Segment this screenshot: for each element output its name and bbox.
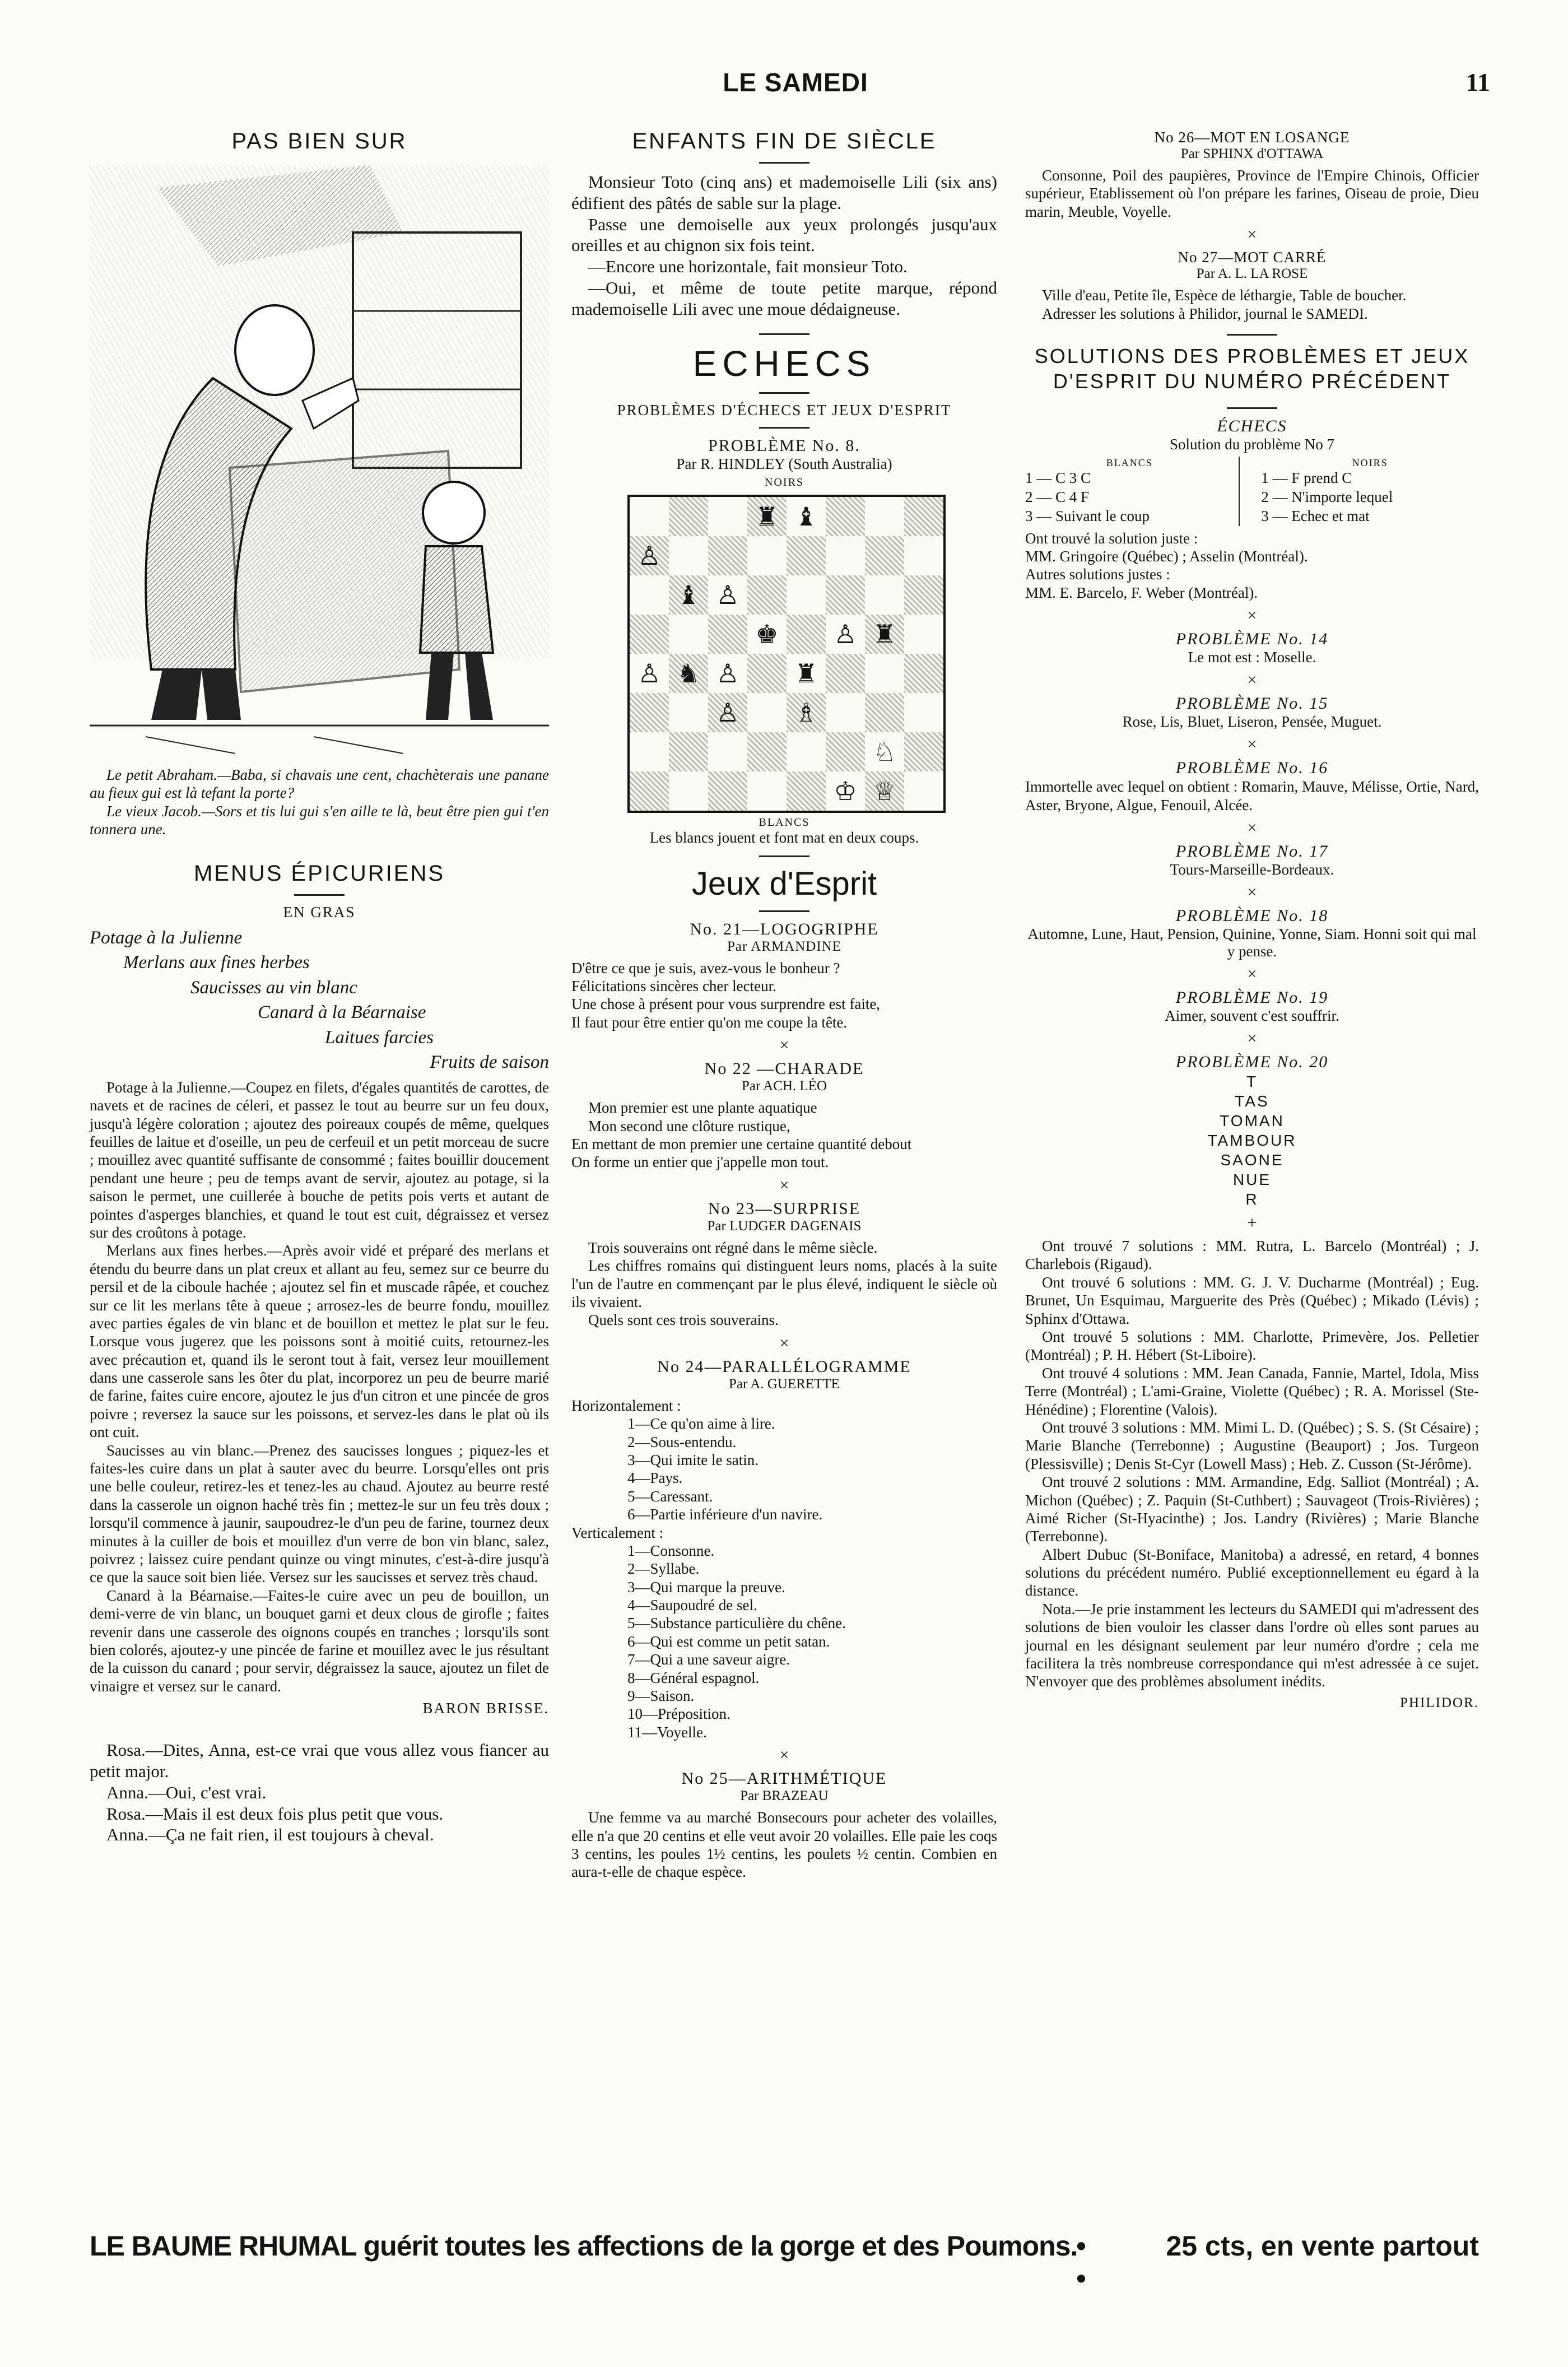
move: 3 — Suivant le coup [1025,507,1150,524]
p14-text: Le mot est : Moselle. [1188,649,1316,666]
chess-square [630,615,669,654]
chess-square: ♜ [747,497,787,536]
clue: 10—Préposition. [627,1705,731,1723]
chess-square [630,575,669,615]
no27-paragraph: Ville d'eau, Petite île, Espèce de léthargie, Table de boucher. [1042,287,1407,304]
separator-cross-icon: × [779,1746,789,1765]
divider [1227,407,1277,409]
blancs-heading: BLANCS [1106,457,1153,468]
chess-square: ♙ [708,575,747,615]
winners-list [1025,1237,1479,1691]
chess-square [826,536,865,575]
no22-title: No 22 —CHARADE [704,1059,864,1078]
verse-line: Félicitations sincères cher lecteur. [571,978,776,995]
verse-line: Il faut pour être entier qu'on me coupe la tête. [571,1013,848,1031]
no25-paragraph: Une femme va au marché Bonsecours pour acheter des volailles, elle n'a que 20 centins et elle veut avoir 20 volailles. Elle paie les coqs 3 centins, les poules 1½ centins, les poulets ½ centin. Combien en aura-t-elle de chaque espèce. [571,1809,997,1881]
no24-title: No 24—PARALLÉLOGRAMME [657,1357,911,1376]
chess-solvers [1025,529,1479,602]
winners-paragraph: Ont trouvé 4 solutions : MM. Jean Canada, Fannie, Martel, Idola, Miss Terre (Montréal) ; L'ami-Graine, Violette (Québec) ; R. A. Morissel (Ste-Hénédine) ; Florentine (Valois). [1025,1364,1479,1418]
chess-square [708,615,747,654]
separator-cross-icon: × [1247,819,1257,838]
chess-square [747,693,787,732]
p20-title: PROBLÈME No. 20 [1175,1053,1329,1072]
chess-square [669,497,708,536]
move: 3 — Echec et mat [1261,507,1370,524]
no25-title: No 25—ARITHMÉTIQUE [681,1769,887,1788]
chess-square [747,654,787,693]
chess-square [865,536,904,575]
horizontal-list [571,1415,997,1523]
menu-item: Saucisses au vin blanc [190,977,357,998]
p16-title: PROBLÈME No. 16 [1175,759,1329,778]
verse-line: Une chose à présent pour vous surprendre est faite, [571,996,881,1013]
others-list: MM. E. Barcelo, F. Weber (Montréal). [1025,584,1258,601]
solvers-list: MM. Gringoire (Québec) ; Asselin (Montréal). [1025,548,1308,565]
chess-square: ♙ [708,693,747,732]
clue: 4—Pays. [627,1470,683,1487]
chess-square [669,615,708,654]
column-left [90,129,549,1845]
probleme-title: PROBLÈME No. 8. [708,436,860,455]
chess-diagram [627,495,941,813]
chess-square [669,536,708,575]
chess-square [630,497,669,536]
separator-cross-icon: × [779,1175,789,1194]
chess-square [904,732,943,771]
verse-line: On forme un entier que j'appelle mon tout. [571,1154,829,1171]
chess-square [747,575,787,615]
clue: 2—Syllabe. [627,1560,700,1578]
chess-square [747,732,787,771]
chess-square [708,536,747,575]
chess-square [787,771,826,811]
move: 2 — N'importe lequel [1261,489,1393,506]
recipe-paragraph: Canard à la Béarnaise.—Faites-le cuire avec un peu de bouillon, un demi-verre de vin blanc, un bouquet garni et deux clous de girofle ; faites revenir dans une casserole des oignons coupés en tranches ; lorsqu'ils sont bien colorés, ajoutez-y une pincée de farine et mouillez avec le jus résultant de la cuisson du canard ; pour servir, dégraissez la sauce, ajoutez un filet de vinaigre et versez sur le canard. [90,1587,549,1695]
chess-square: ♞ [669,654,708,693]
losange-line: TOMAN [1220,1112,1285,1130]
p20-losange [1025,1072,1479,1209]
divider [759,427,809,429]
losange-line: TAMBOUR [1207,1132,1297,1150]
page-number: 11 [1465,68,1490,96]
clue: 11—Voyelle. [627,1723,707,1741]
cartoon-illustration [90,165,549,759]
losange-line: R [1245,1191,1259,1208]
moves-table [1025,457,1479,526]
chess-square: ♜ [865,615,904,654]
no26-author: Par SPHINX d'OTTAWA [1180,146,1324,161]
noirs-heading: NOIRS [1352,457,1388,468]
enfants-paragraph: —Oui, et même de toute petite marque, répond mademoiselle Lili avec une moue dédaigneuse. [571,278,997,319]
advert-bullets: • • [1076,2230,1120,2294]
chess-square [787,575,826,615]
separator-cross-icon: × [1247,965,1257,984]
no22-author: Par ACH. LÉO [741,1078,827,1094]
p16-text: Immortelle avec lequel on obtient : Romarin, Mauve, Mélisse, Ortie, Nard, Aster, Bryone, Algue, Fenouil, Alcée. [1025,778,1479,813]
vertical-list [571,1542,997,1741]
menu-item: Potage à la Julienne [90,927,243,948]
p17-text: Tours-Marseille-Bordeaux. [1170,861,1334,878]
no23-author: Par LUDGER DAGENAIS [707,1218,862,1234]
losange-line: TAS [1235,1092,1269,1110]
chess-square [669,693,708,732]
p18-text: Automne, Lune, Haut, Pension, Quinine, Yonne, Siam. Honni soit qui mal y pense. [1027,926,1477,960]
chess-square [747,536,787,575]
no24-author: Par A. GUERETTE [729,1376,840,1392]
chess-square [708,732,747,771]
clue: 3—Qui marque la preuve. [627,1578,785,1596]
chess-square [708,771,747,811]
chess-square: ♙ [630,654,669,693]
chess-square: ♙ [630,536,669,575]
no25-author: Par BRAZEAU [740,1788,829,1804]
no27-title: No 27—MOT CARRÉ [1178,249,1327,266]
menu-item: Merlans aux fines herbes [123,952,310,973]
no26-paragraph: Consonne, Poil des paupières, Province de l'Empire Chinois, Officier supérieur, Etablissement où l'on prépare les farines, Oiseau de proie, Dieu marin, Meuble, Voyelle. [1025,167,1479,220]
divider [759,855,809,857]
no21-author: Par ARMANDINE [727,938,841,954]
caption-line: Le petit Abraham.—Baba, si chavais une cent, chachèterais une panane au fieux gui est là tefant la porte? [90,766,549,802]
losange-line: NUE [1232,1171,1272,1189]
verse-line: Mon premier est une plante aquatique [588,1099,817,1117]
chess-square [904,497,943,536]
dialogue-line: Rosa.—Mais il est deux fois plus petit que vous. [106,1803,444,1824]
chess-square: ♙ [826,615,865,654]
chess-square [826,575,865,615]
enfants-paragraph: Passe une demoiselle aux yeux prolongés jusqu'aux oreilles et au chignon six fois teint. [571,214,997,255]
divider [759,162,809,164]
no23-title: No 23—SURPRISE [708,1199,861,1218]
chess-square [787,615,826,654]
echecs-heading: ÉCHECS [1217,416,1287,435]
chess-square: ♝ [669,575,708,615]
nota-paragraph: Nota.—Je prie instamment les lecteurs du SAMEDI qui m'adressent des solutions de bien vouloir les classer dans l'ordre où elles sont parues au journal en les désignant seulement par leur numéro d'ordre ; cela me facilitera la très nombreuse correspondance qui m'est adressée à ce sujet. N'envoyer que des problèmes absolument inédits. [1025,1600,1479,1690]
p14-title: PROBLÈME No. 14 [1175,630,1329,649]
recipes [90,1078,549,1695]
menu-list [90,926,549,1075]
column-right [1025,129,1479,1711]
losange-line: SAONE [1220,1151,1284,1169]
separator-cross-icon: × [1247,883,1257,902]
chess-square [826,693,865,732]
p19-title: PROBLÈME No. 19 [1175,988,1329,1007]
chess-square: ♗ [787,693,826,732]
winners-paragraph: Ont trouvé 3 solutions : MM. Mimi L. D. (Québec) ; S. S. (St Césaire) ; Marie Blanche (Terrebonne) ; Augustine (Beauport) ; Jos. Turgeon (Plessisville) ; Denis St-Cyr (Lowell Mass) ; Heb. Z. Cusson (St-Jérôme). [1025,1419,1479,1472]
echecs-title: ECHECS [692,343,876,384]
move: 1 — C 3 C [1025,469,1091,487]
no26-title: No 26—MOT EN LOSANGE [1154,129,1350,146]
echecs-subtitle: PROBLÈMES D'ÉCHECS ET JEUX D'ESPRIT [617,401,952,418]
p15-text: Rose, Lis, Bluet, Liseron, Pensée, Muguet. [1122,713,1382,731]
no25-text [571,1808,997,1881]
chess-square [630,771,669,811]
philidor-signature: PHILIDOR. [1400,1695,1479,1710]
dialogue-line: Anna.—Oui, c'est vrai. [106,1782,267,1802]
winners-paragraph: Ont trouvé 7 solutions : MM. Rutra, L. Barcelo (Montréal) ; J. Charlebois (Rigaud). [1025,1238,1479,1273]
black-moves [1255,457,1479,526]
no21-text [571,959,997,1032]
chess-square [904,615,943,654]
p19-text: Aimer, souvent c'est souffrir. [1165,1007,1339,1025]
vertical-label: Verticalement : [571,1524,664,1541]
p15-title: PROBLÈME No. 15 [1175,694,1329,713]
chess-square [747,771,787,811]
chess-board [627,495,946,813]
chess-square [669,732,708,771]
menu-item: Laitues farcies [325,1027,434,1048]
clue: 2—Sous-entendu. [627,1433,737,1450]
menus-subtitle: EN GRAS [283,903,356,920]
chess-square [630,732,669,771]
advert-footer [90,2230,1479,2294]
address-line: Adresser les solutions à Philidor, journal le SAMEDI. [1042,305,1368,322]
cartoon-title: PAS BIEN SUR [231,129,407,154]
chess-square [865,693,904,732]
no24-text [571,1397,997,1741]
chess-square [826,732,865,771]
divider [759,333,809,335]
menu-item: Fruits de saison [430,1052,549,1073]
clue: 7—Qui a une saveur aigre. [627,1651,790,1668]
enfants-paragraph: —Encore une horizontale, fait monsieur Toto. [588,257,908,277]
no26-text [1025,166,1479,221]
chess-square: ♔ [826,771,865,811]
no21-title: No. 21—LOGOGRIPHE [690,919,879,938]
verse-line: En mettant de mon premier une certaine quantité debout [571,1136,912,1153]
chess-square [865,654,904,693]
no27-text [1025,286,1479,323]
chess-square [904,536,943,575]
cartoon-caption [90,766,549,839]
column-middle [571,129,997,1881]
clue: 5—Caressant. [627,1487,713,1505]
enfants-text [571,171,997,320]
clue: 5—Substance particulière du chêne. [627,1615,846,1632]
move: 2 — C 4 F [1025,489,1090,506]
losange-line: T [1246,1073,1258,1091]
clue: 8—Général espagnol. [627,1669,760,1686]
solution-7-heading: Solution du problème No 7 [1170,435,1334,453]
chess-square [826,654,865,693]
verse-line: Mon second une clôture rustique, [588,1117,790,1134]
chess-square: ♘ [865,732,904,771]
chess-square [787,732,826,771]
separator-cross-icon: × [779,1333,789,1352]
chess-square [865,575,904,615]
enfants-paragraph: Monsieur Toto (cinq ans) et mademoiselle Lili (six ans) édifient des pâtés de sable sur la plage. [571,172,997,213]
chess-square [826,497,865,536]
no23-paragraph: Trois souverains ont régné dans le même siècle. [588,1239,878,1256]
clue: 6—Qui est comme un petit satan. [627,1633,830,1650]
winners-paragraph: Albert Dubuc (St-Boniface, Manitoba) a adressé, en retard, 4 bonnes solutions du précédent numéro. Publié exceptionnellement eu égard à la distance. [1025,1546,1479,1599]
verse-line: D'être ce que je suis, avez-vous le bonheur ? [571,959,840,976]
separator-cross-icon: × [1247,1029,1257,1048]
no22-text [571,1099,997,1171]
horizontal-label: Horizontalement : [571,1397,681,1414]
solvers-label: Ont trouvé la solution juste : [1025,529,1198,547]
chess-square [865,497,904,536]
page-header [0,67,1568,112]
winners-paragraph: Ont trouvé 2 solutions : MM. Armandine, Edg. Salliot (Montréal) ; A. Michon (Québec) ; Z. Paquin (St-Cuthbert) ; Sauvageot (Trois-Rivières) ; Aimé Richer (St-Hyacinthe) ; Jos. Landry (Rivières) ; Marie Blanche (Terrebonne). [1025,1473,1479,1545]
move: 1 — F prend C [1261,469,1352,487]
no27-author: Par A. L. LA ROSE [1196,266,1308,282]
p17-title: PROBLÈME No. 17 [1175,842,1329,861]
dialogue-line: Anna.—Ça ne fait rien, il est toujours à cheval. [106,1825,434,1845]
plus-sign: + [1247,1213,1257,1233]
blancs-label: BLANCS [759,816,810,829]
no23-text [571,1239,997,1329]
divider [759,392,809,394]
probleme-author: Par R. HINDLEY (South Australia) [676,455,892,472]
no23-paragraph: Quels sont ces trois souverains. [588,1312,779,1329]
winners-paragraph: Ont trouvé 6 solutions : MM. G. J. V. Ducharme (Montréal) ; Eug. Brunet, Un Esquimau, Marguerite des Près (Québec) ; Mikado (Lévis) ; Sphinx d'Ottawa. [1025,1273,1479,1327]
chess-square [904,693,943,732]
advert-left: LE BAUME RHUMAL guérit toutes les affections de la gorge et des Poumons. [90,2230,1078,2262]
recipe-paragraph: Merlans aux fines herbes.—Après avoir vidé et préparé des merlans et étendu du beurre dans un plat creux et allant au feu, semez sur ce beurre du persil et de la ciboule hachée ; ajoutez sel fin et muscade râpée, et couchez sur ce lit les merlans tête à queue ; arrosez-les de beurre fondu, mouillez avec parties égales de vin blanc et de bouillon et mettez le plat sur le feu. Lorsque vous jugerez que les poissons sont à moitié cuits, retournez-les avec précaution et, quand ils le seront tout à fait, versez leur mouillement dans une casserole sans les ôter du plat, incorporez un peu de beurre marié de farine, faites cuire encore, ajoutez le jus d'un citron et une pincée de gros poivre ; reversez la sauce sur les poissons, et servez-les dans le plat où ils ont cuit. [90,1242,549,1441]
chess-square [669,771,708,811]
separator-cross-icon: × [1247,671,1257,690]
recipe-paragraph: Saucisses au vin blanc.—Prenez des saucisses longues ; piquez-les et faites-les cuire dans un plat à sauter avec du beurre. Lorsqu'elles ont pris une belle couleur, retirez-les et tenez-les au chaud. Ajoutez au beurre resté dans la casserole un oignon haché très fin ; mettez-le sur un feu très doux ; lorsqu'il commence à jaunir, saupoudrez-le d'un peu de farine, tournez deux minutes à la cuiller de bois et mouillez d'un verre de bon vin blanc, salez, poivrez ; laissez cuire pendant quinze ou vingt minutes, c'est-à-dire jusqu'à ce que la sauce soit bien liée. Versez sur les saucisses et servez très chaud. [90,1441,549,1586]
recipe-signature: BARON BRISSE. [422,1700,549,1717]
chess-square [904,575,943,615]
chess-square [708,497,747,536]
divider [759,910,809,912]
chess-square: ♝ [787,497,826,536]
dialogue-line: Rosa.—Dites, Anna, est-ce vrai que vous allez vous fiancer au petit major. [90,1740,549,1781]
chess-square [904,771,943,811]
others-label: Autres solutions justes : [1025,566,1170,583]
jeux-title: Jeux d'Esprit [691,865,877,902]
separator-cross-icon: × [1247,735,1257,754]
chess-square: ♙ [708,654,747,693]
chess-square: ♚ [747,615,787,654]
enfants-title: ENFANTS FIN DE SIÈCLE [632,129,937,154]
solutions-title: SOLUTIONS DES PROBLÈMES ET JEUX D'ESPRIT DU NUMÉRO PRÉCÉDENT [1034,344,1470,393]
separator-cross-icon: × [1247,225,1257,244]
clue: 4—Saupoudré de sel. [627,1597,757,1614]
divider [294,894,345,896]
chess-square [787,536,826,575]
caption-line: Le vieux Jacob.—Sors et tis lui gui s'en aille te là, beut être pien gui t'en tonnera une. [90,802,549,838]
clue: 6—Partie inférieure d'un navire. [627,1506,823,1523]
white-moves [1025,457,1240,526]
recipe-paragraph: Potage à la Julienne.—Coupez en filets, d'égales quantités de carottes, de navets et de racines de céleri, et passez le tout au beurre sur un feu doux, jusqu'à légère coloration ; ajoutez des poireaux coupés de même, quelques feuilles de laitue et d'oseille, un peu de cerfeuil et un petit morceau de sucre ; mouillez avec quantité suffisante de consommé ; faites bouillir doucement pendant une heure ; peu de temps avant de servir, ajoutez au potage, si la saison le permet, une cuillerée à bouche de petits pois verts et autant de pointes d'asperges blanchies, et quand le tout est cuit, dégraissez et versez sur des croûtons à potage. [90,1078,549,1241]
board-caption: Les blancs jouent et font mat en deux coups. [649,829,919,846]
chess-square: ♜ [787,654,826,693]
winners-paragraph: Ont trouvé 5 solutions : MM. Charlotte, Primevère, Jos. Pelletier (Montréal) ; P. H. Hébert (St-Liboire). [1025,1328,1479,1364]
separator-cross-icon: × [779,1036,789,1055]
divider [1227,334,1277,336]
advert-right: 25 cts, en vente partout [1166,2230,1479,2262]
clue: 3—Qui imite le satin. [627,1451,759,1468]
cartoon-drawing [90,165,549,759]
noirs-label: NOIRS [764,476,804,489]
separator-cross-icon: × [1247,606,1257,625]
clue: 1—Ce qu'on aime à lire. [627,1415,775,1433]
chess-square: ♕ [865,771,904,811]
clue: 9—Saison. [627,1687,695,1705]
clue: 1—Consonne. [627,1542,715,1559]
dialogue [90,1740,549,1845]
menus-title: MENUS ÉPICURIENS [193,861,445,886]
p18-title: PROBLÈME No. 18 [1175,906,1329,926]
chess-square [630,693,669,732]
masthead-title: LE SAMEDI [723,68,868,97]
menu-item: Canard à la Béarnaise [258,1002,426,1023]
chess-square [904,654,943,693]
no23-paragraph: Les chiffres romains qui distinguent leurs noms, placés à la suite l'un de l'autre en commençant par le plus élevé, indiquent le siècle où ils vivaient. [571,1257,997,1310]
